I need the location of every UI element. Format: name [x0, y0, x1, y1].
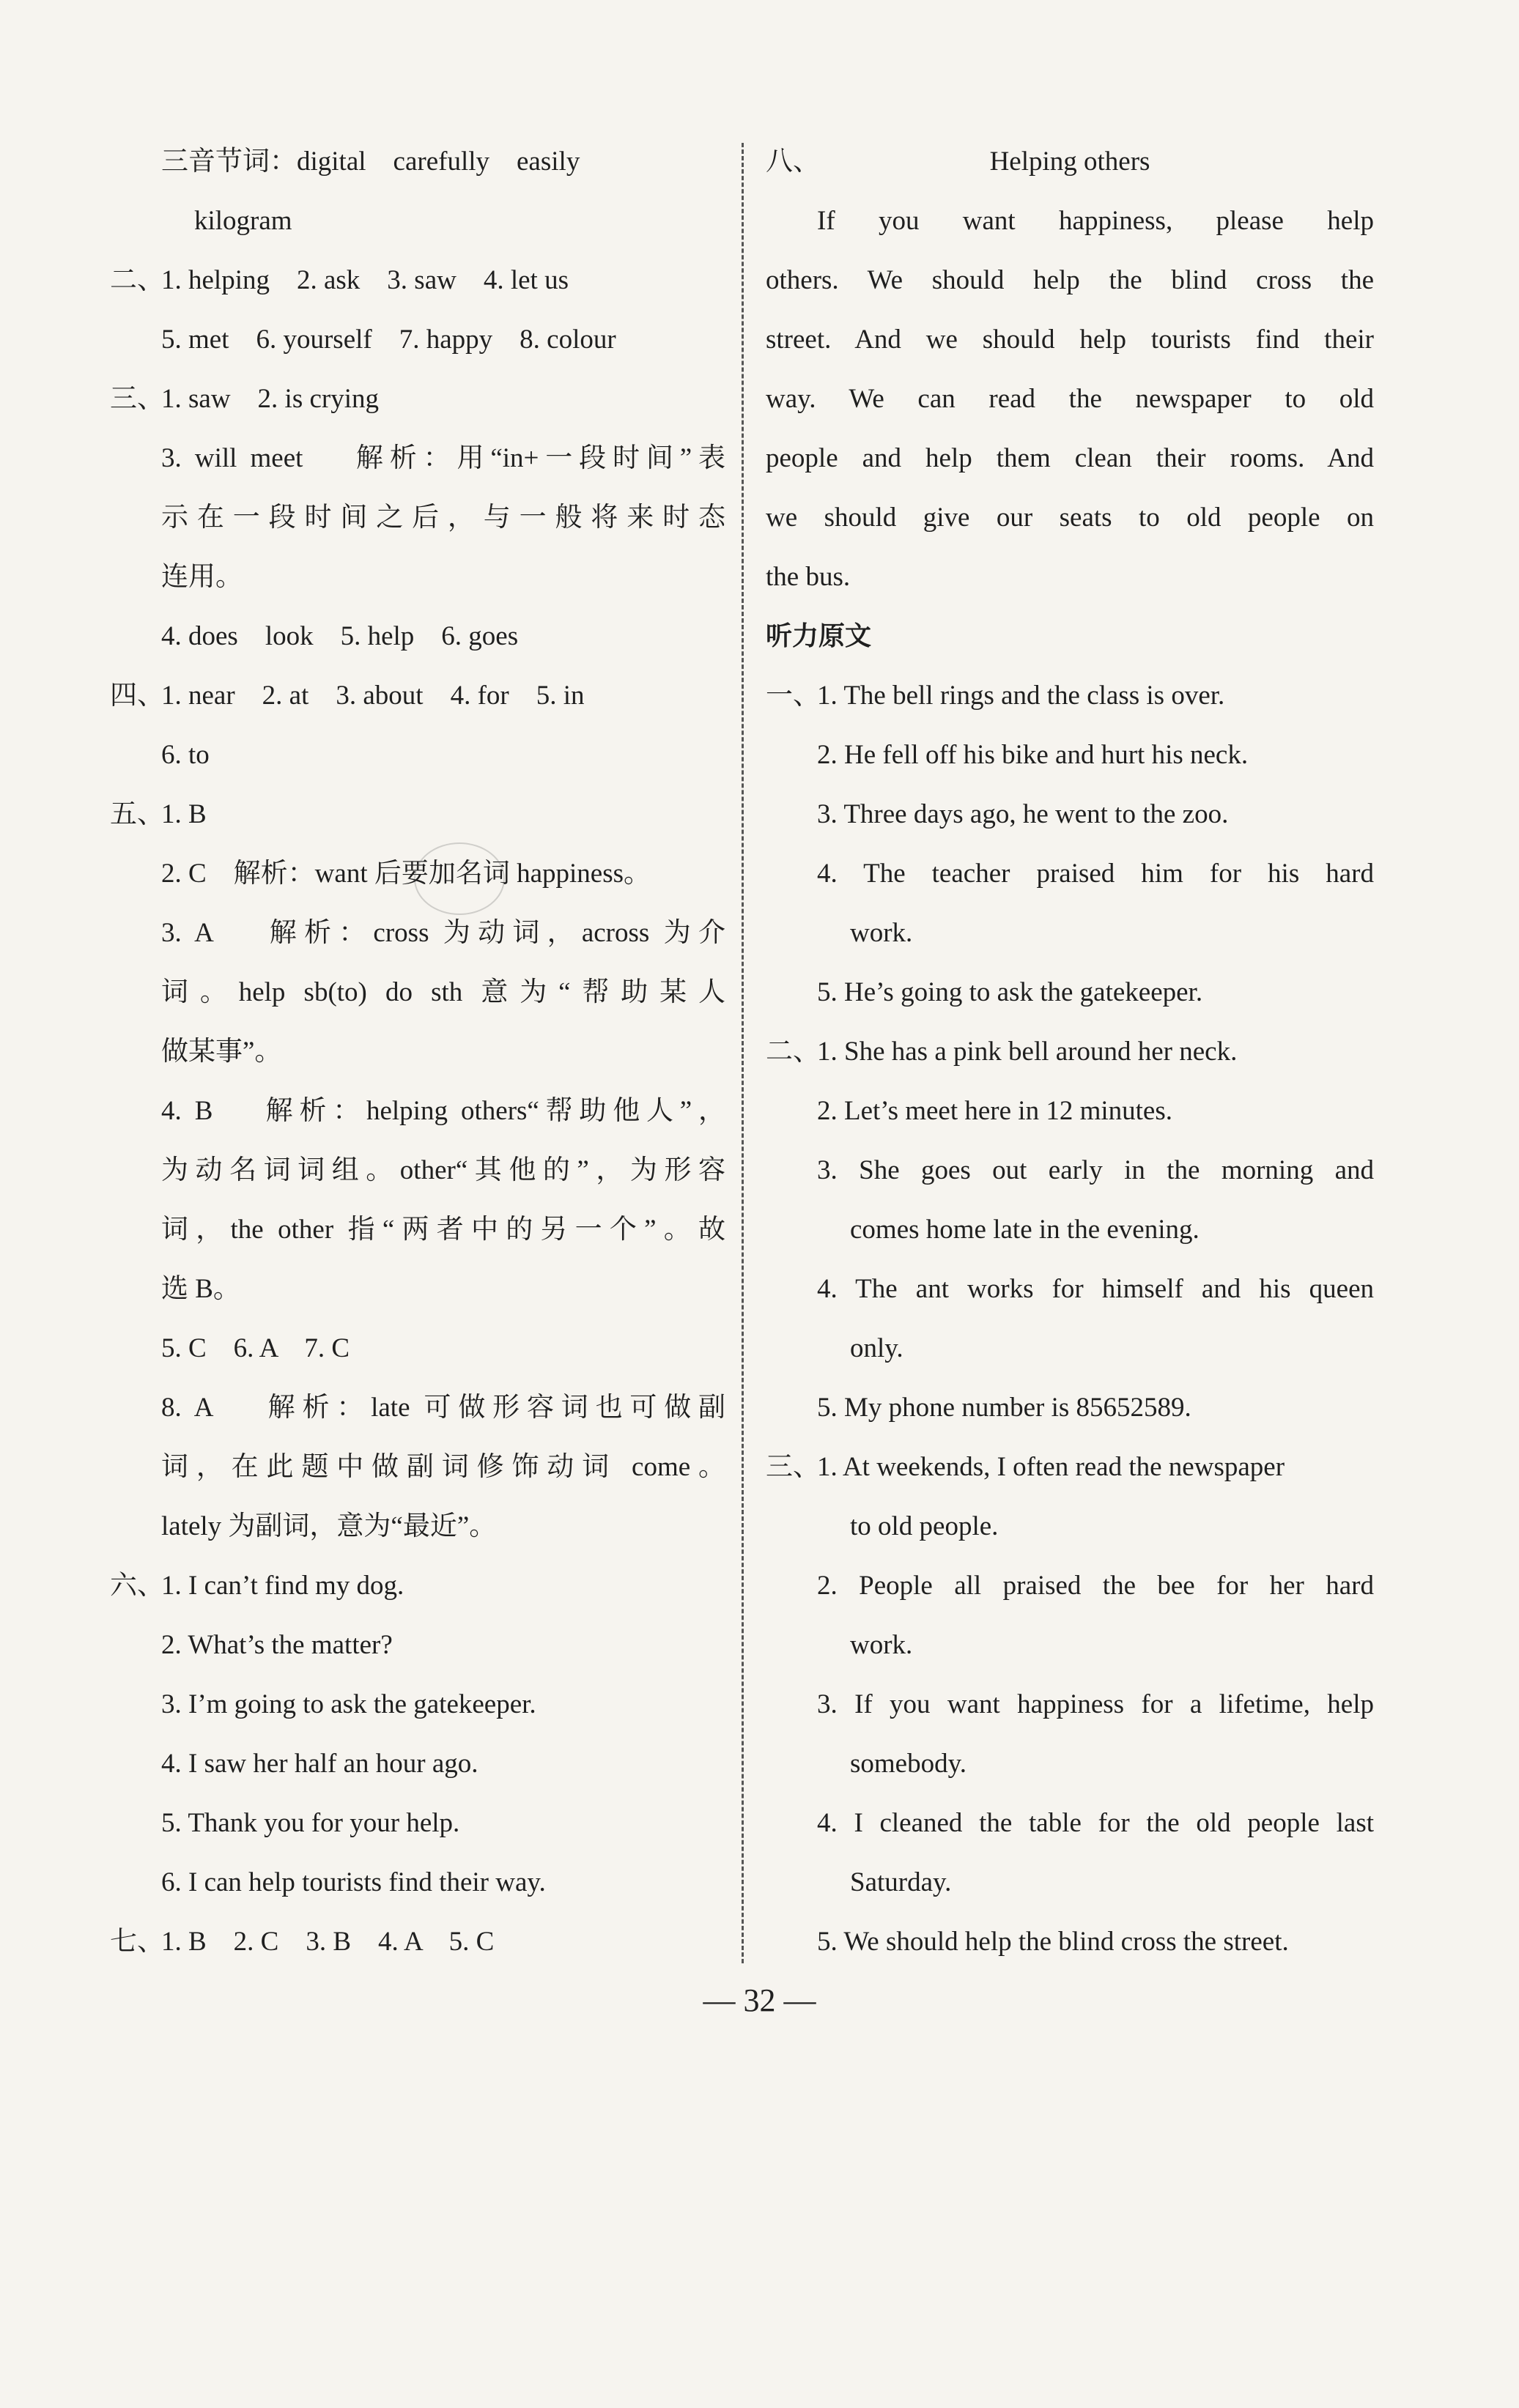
section-8-header: [766, 132, 1374, 191]
answer-line: [110, 1734, 725, 1793]
answer-text: 词。help sb(to) do sth 意为“帮助某人: [161, 977, 725, 1007]
passage-title: Helping others: [989, 147, 1150, 177]
answer-text: 4. B 解析：helping others“帮助他人”，: [161, 1096, 725, 1126]
answer-line: [110, 251, 725, 310]
answer-text: 3. A 解析：cross 为动词，across 为介: [161, 918, 725, 948]
answer-text: 1. The bell rings and the class is over.: [817, 681, 1225, 711]
answer-line: [110, 429, 725, 488]
answer-text: 3. If you want happiness for a lifetime, help: [817, 1689, 1374, 1719]
answer-line: [766, 1378, 1374, 1437]
section-label: 二、: [766, 1037, 820, 1067]
answer-line: [110, 132, 725, 191]
answer-text: 1. B 2. C 3. B 4. A 5. C: [161, 1927, 495, 1957]
answer-text: 3. I’m going to ask the gatekeeper.: [161, 1689, 536, 1719]
answer-line: [766, 963, 1374, 1022]
answer-text: 1. B: [161, 799, 207, 829]
answer-text: 5. met 6. yourself 7. happy 8. colour: [161, 325, 616, 355]
answer-text: 三音节词：digital carefully easily: [161, 147, 580, 177]
answer-text: 2. People all praised the bee for her hard: [817, 1571, 1374, 1601]
answer-line: [766, 1912, 1374, 1971]
section-label: 七、: [110, 1927, 164, 1957]
left-column: [110, 132, 725, 1971]
column-divider: [742, 143, 744, 1963]
answer-text: 5. My phone number is 85652589.: [817, 1393, 1191, 1423]
answer-line: [110, 1853, 725, 1912]
answer-line: [110, 725, 725, 785]
answer-text: 为动名词词组。other“其他的”，为形容: [161, 1155, 725, 1185]
answer-text: 1. helping 2. ask 3. saw 4. let us: [161, 265, 569, 295]
answer-line: [766, 1615, 1374, 1675]
passage-line: way. We can read the newspaper to old: [766, 384, 1374, 414]
answer-text: 2. What’s the matter?: [161, 1630, 393, 1660]
answer-text: 词，在此题中做副词修饰动词 come。: [161, 1452, 725, 1482]
answer-text: 1. near 2. at 3. about 4. for 5. in: [161, 681, 585, 711]
answer-line: [110, 1556, 725, 1615]
answer-line: [110, 903, 725, 963]
answer-line: [766, 1675, 1374, 1734]
answer-line: [110, 1912, 725, 1971]
passage-line: the bus.: [766, 562, 851, 592]
answer-line: [110, 1378, 725, 1437]
answer-line: [766, 1437, 1374, 1497]
section-label: 三、: [766, 1452, 820, 1482]
answer-line: [110, 1259, 725, 1319]
answer-text: 3. She goes out early in the morning and: [817, 1155, 1374, 1185]
answer-line: [110, 191, 725, 251]
answer-text: 2. C 解析：want 后要加名词 happiness。: [161, 859, 651, 889]
answer-text: 5. Thank you for your help.: [161, 1808, 460, 1838]
answer-text: 词，the other 指“两者中的另一个”。故: [161, 1215, 725, 1245]
answer-line: [766, 903, 1374, 963]
answer-text: 4. I cleaned the table for the old people last: [817, 1808, 1374, 1838]
answer-line: [110, 607, 725, 666]
answer-line: [766, 1200, 1374, 1259]
answer-line: [110, 1615, 725, 1675]
answer-line: [110, 488, 725, 547]
passage-line: people and help them clean their rooms. And: [766, 443, 1374, 473]
answer-text: 4. does look 5. help 6. goes: [161, 621, 519, 651]
answer-line: [766, 1793, 1374, 1853]
answer-text: 4. I saw her half an hour ago.: [161, 1749, 478, 1779]
answer-line: [766, 785, 1374, 844]
answer-text: 2. He fell off his bike and hurt his neck.: [817, 740, 1249, 770]
right-column: [766, 132, 1374, 1971]
answer-text: 1. At weekends, I often read the newspaper: [817, 1452, 1285, 1482]
answer-text: comes home late in the evening.: [850, 1215, 1200, 1245]
passage-line: If you want happiness, please help: [817, 206, 1374, 236]
answer-text: 1. I can’t find my dog.: [161, 1571, 404, 1601]
answer-line: [110, 547, 725, 607]
answer-text: 2. Let’s meet here in 12 minutes.: [817, 1096, 1172, 1126]
section-label: 五、: [110, 799, 164, 829]
answer-line: [110, 310, 725, 369]
answer-line: [766, 1319, 1374, 1378]
section-label: 三、: [110, 384, 164, 414]
answer-line: [766, 1081, 1374, 1141]
answer-line: [110, 1081, 725, 1141]
answer-text: kilogram: [194, 206, 292, 236]
answer-line: [110, 785, 725, 844]
answer-line: [766, 1853, 1374, 1912]
answer-text: somebody.: [850, 1749, 967, 1779]
answer-line: [110, 1141, 725, 1200]
answer-line: [110, 1675, 725, 1734]
section-label: 二、: [110, 265, 164, 295]
answer-text: work.: [850, 1630, 913, 1660]
page-number: — 32 —: [703, 1982, 816, 2018]
answer-text: 1. She has a pink bell around her neck.: [817, 1037, 1238, 1067]
answer-text: 5. He’s going to ask the gatekeeper.: [817, 977, 1203, 1007]
passage-line: we should give our seats to old people on: [766, 503, 1374, 533]
section-label: 八、: [766, 147, 820, 177]
answer-text: 1. saw 2. is crying: [161, 384, 379, 414]
answer-line: [766, 1141, 1374, 1200]
answer-text: 连用。: [161, 562, 243, 592]
answer-text: only.: [850, 1333, 903, 1363]
answer-line: [766, 1556, 1374, 1615]
answer-line: [110, 666, 725, 725]
answer-line: [110, 1497, 725, 1556]
answer-line: [766, 844, 1374, 903]
answer-line: [110, 1200, 725, 1259]
section-label: 一、: [766, 681, 820, 711]
answer-text: 选 B。: [161, 1274, 240, 1304]
section-label: 六、: [110, 1571, 164, 1601]
answer-line: [766, 1734, 1374, 1793]
answer-text: 示在一段时间之后，与一般将来时态: [161, 503, 725, 533]
watermark-stamp: [414, 842, 505, 915]
answer-text: 5. C 6. A 7. C: [161, 1333, 350, 1363]
passage-line: others. We should help the blind cross the: [766, 265, 1374, 295]
answer-line: [766, 725, 1374, 785]
passage-line: street. And we should help tourists find their: [766, 325, 1374, 355]
listening-heading: 听力原文: [766, 621, 872, 651]
section-label: 四、: [110, 681, 164, 711]
answer-text: 6. I can help tourists find their way.: [161, 1867, 546, 1897]
answer-text: 5. We should help the blind cross the street.: [817, 1927, 1289, 1957]
answer-text: 8. A 解析：late 可做形容词也可做副: [161, 1393, 725, 1423]
passage: [766, 191, 1374, 607]
answer-text: 3. will meet 解析：用“in+一段时间”表: [161, 443, 725, 473]
answer-line: [766, 1022, 1374, 1081]
answer-text: 6. to: [161, 740, 210, 770]
answer-line: [110, 1793, 725, 1853]
answer-text: 3. Three days ago, he went to the zoo.: [817, 799, 1229, 829]
answer-line: [110, 1022, 725, 1081]
answer-text: lately 为副词，意为“最近”。: [161, 1511, 497, 1541]
answer-text: Saturday.: [850, 1867, 952, 1897]
answer-text: 做某事”。: [161, 1037, 282, 1067]
answer-text: 4. The ant works for himself and his queen: [817, 1274, 1374, 1304]
answer-line: [110, 369, 725, 429]
answer-text: work.: [850, 918, 913, 948]
answer-line: [110, 963, 725, 1022]
answer-text: 4. The teacher praised him for his hard: [817, 859, 1374, 889]
answer-line: [766, 1497, 1374, 1556]
answer-line: [110, 1319, 725, 1378]
answer-line: [110, 1437, 725, 1497]
answer-line: [766, 666, 1374, 725]
listening-transcript: [766, 666, 1374, 1971]
answer-text: to old people.: [850, 1511, 999, 1541]
answer-line: [766, 1259, 1374, 1319]
